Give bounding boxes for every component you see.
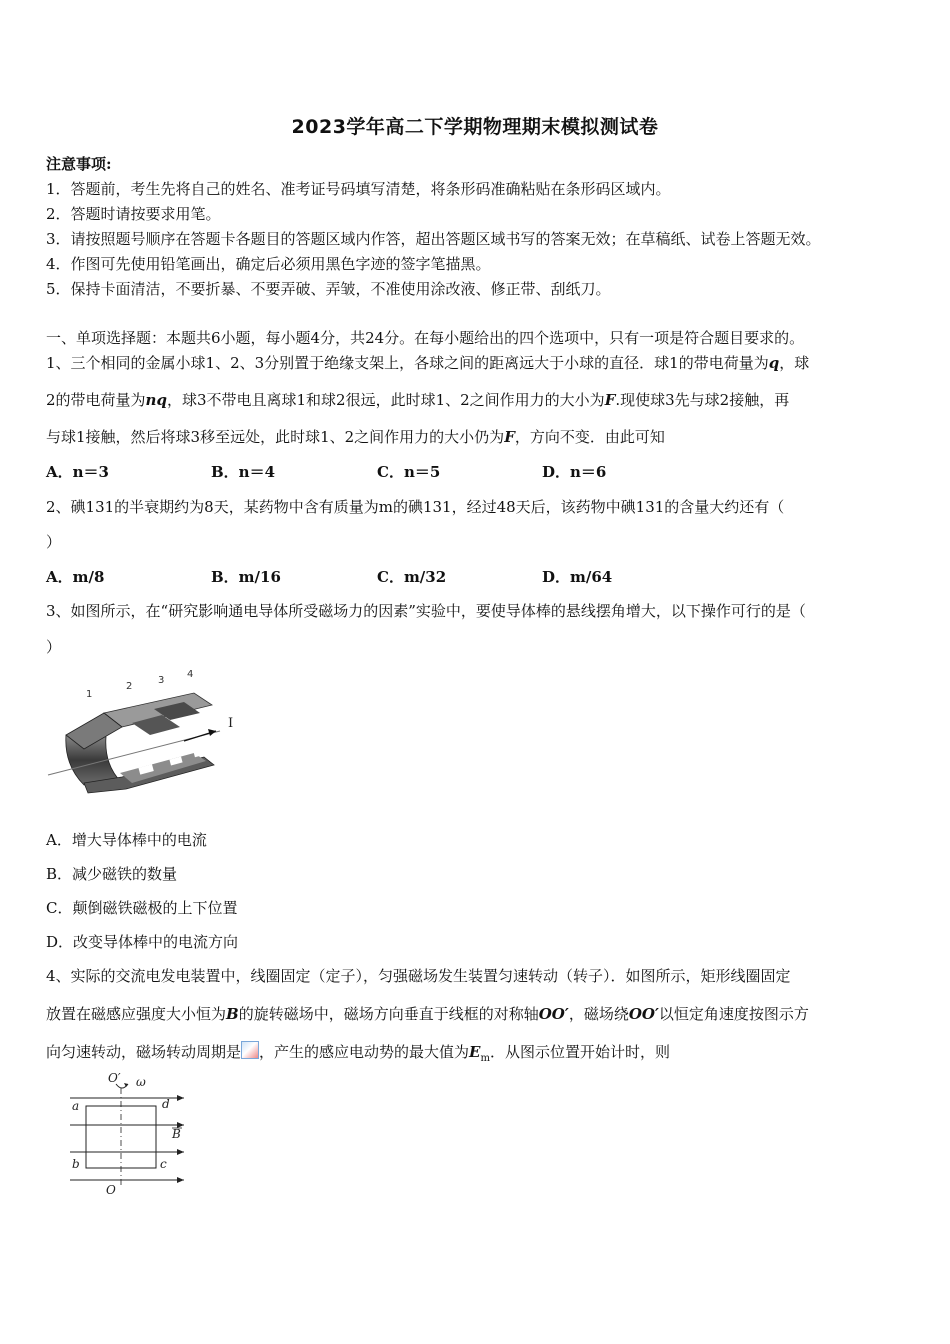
q3-option-c[interactable]: C．颠倒磁铁磁极的上下位置: [46, 899, 238, 917]
q1-line-1: 1、三个相同的金属小球1、2、3分别置于绝缘支架上，各球之间的距离远大于小球的直径．球1的带电荷量为q，球: [46, 354, 810, 372]
corner-c-label: c: [160, 1157, 167, 1171]
q3-line-1: 3、如图所示，在“研究影响通电导体所受磁场力的因素”实验中，要使导体棒的悬线摆角增大，以下操作可行的是（: [46, 602, 806, 620]
q1-line-3: 与球1接触，然后将球3移至远处，此时球1、2之间作用力的大小仍为F，方向不变．由此可知: [46, 428, 665, 446]
q2-option-a[interactable]: A．m/8: [46, 568, 105, 586]
note-item: 3．请按照题号顺序在答题卡各题目的答题区域内作答，超出答题区域书写的答案无效；在草稿纸、试卷上答题无效。: [46, 230, 821, 248]
axis-bottom-label: O: [106, 1183, 116, 1197]
q2-line-1: 2、碘131的半衰期约为8天，某药物中含有质量为m的碘131，经过48天后，该药物中碘131的含量大约还有（: [46, 498, 785, 516]
magnet-label-3: 3: [158, 675, 165, 686]
corner-a-label: a: [72, 1099, 80, 1113]
q1-option-c[interactable]: C．n＝5: [377, 463, 441, 481]
q2-option-c[interactable]: C．m/32: [377, 568, 447, 586]
field-b-label: B: [172, 1127, 181, 1141]
q2-line-2: ）: [46, 533, 62, 551]
note-item: 2．答题时请按要求用笔。: [46, 205, 221, 223]
axis-top-label: O′: [108, 1071, 121, 1085]
q4-line-3: 向匀速转动，磁场转动周期是 ，产生的感应电动势的最大值为$E_m$．从图示位置开始计时，则: [46, 1043, 670, 1064]
q1-option-a[interactable]: A．n＝3: [46, 463, 109, 481]
magnet-apparatus-figure: [44, 665, 254, 800]
omega-label: ω: [136, 1075, 146, 1089]
q4-line-2: 放置在磁感应强度大小恒为B的旋转磁场中，磁场方向垂直于线框的对称轴OO′，磁场绕OO′以恒定角速度按图示方: [46, 1005, 809, 1023]
q2-option-b[interactable]: B．m/16: [211, 568, 281, 586]
q3-line-2: ）: [46, 638, 62, 656]
broken-image-icon: [241, 1041, 259, 1059]
page-title: 2023学年高二下学期物理期末模拟测试卷: [291, 116, 659, 138]
current-label: I: [228, 716, 234, 731]
note-item: 1．答题前，考生先将自己的姓名、准考证号码填写清楚，将条形码准确粘贴在条形码区域内。: [46, 180, 671, 198]
corner-d-label: d: [162, 1097, 170, 1111]
section-heading: 一、单项选择题：本题共6小题，每小题4分，共24分。在每小题给出的四个选项中，只有一项是符合题目要求的。: [46, 329, 805, 347]
q1-line-2: 2的带电荷量为nq，球3不带电且离球1和球2很远，此时球1、2之间作用力的大小为F.现使球3先与球2接触，再: [46, 391, 790, 409]
rotating-field-coil-figure: [64, 1068, 194, 1200]
horseshoe-magnets: [66, 693, 214, 793]
note-item: 5．保持卡面清洁，不要折暴、不要弄破、弄皱，不准使用涂改液、修正带、刮纸刀。: [46, 280, 611, 298]
q3-option-d[interactable]: D．改变导体棒中的电流方向: [46, 933, 239, 951]
magnet-label-4: 4: [187, 669, 194, 680]
q4-line-1: 4、实际的交流电发电装置中，线圈固定（定子），匀强磁场发生装置匀速转动（转子）．如图所示，矩形线圈固定: [46, 967, 791, 985]
q1-option-d[interactable]: D．n＝6: [542, 463, 607, 481]
notes-heading: 注意事项:: [46, 155, 112, 173]
q1-option-b[interactable]: B．n＝4: [211, 463, 276, 481]
note-item: 4．作图可先使用铅笔画出，确定后必须用黑色字迹的签字笔描黑。: [46, 255, 491, 273]
q2-option-d[interactable]: D．m/64: [542, 568, 613, 586]
q3-option-b[interactable]: B．减少磁铁的数量: [46, 865, 178, 883]
q3-option-a[interactable]: A．增大导体棒中的电流: [46, 831, 207, 849]
magnet-label-2: 2: [126, 681, 133, 692]
corner-b-label: b: [72, 1157, 80, 1171]
magnet-label-1: 1: [86, 689, 93, 700]
